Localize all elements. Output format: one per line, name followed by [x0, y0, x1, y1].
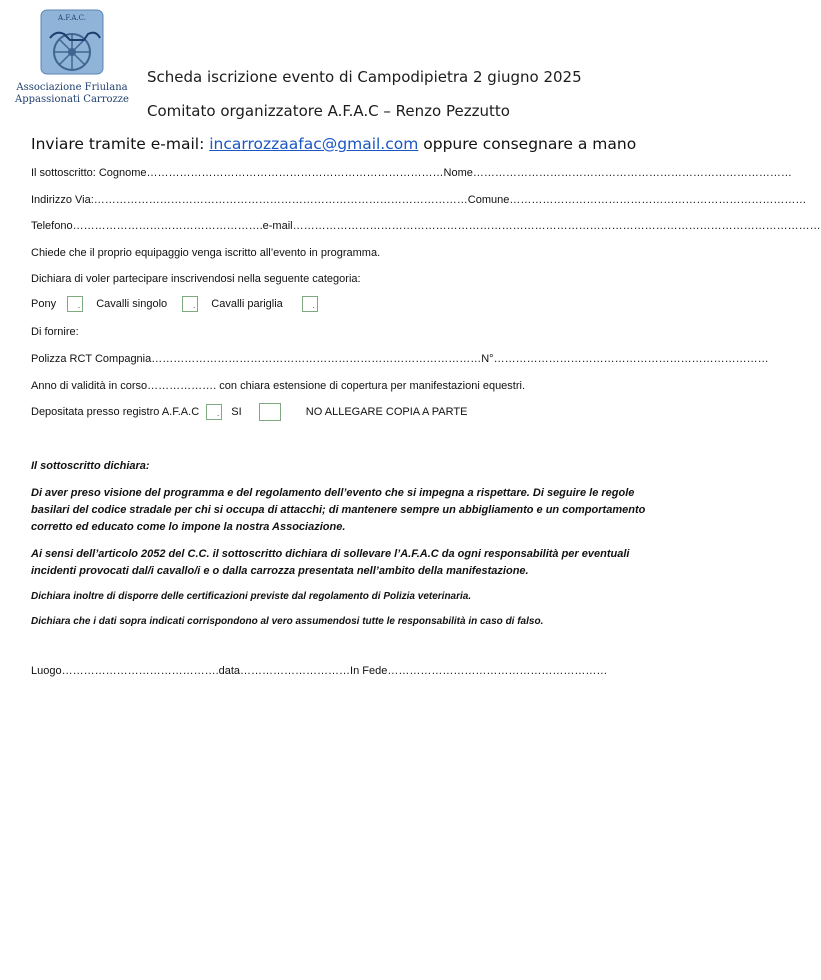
category-pony-label: Pony [31, 297, 57, 310]
validity-field[interactable]: Anno di validità in corso………………. con chiara estensione di copertura per manifestazioni equestri. [31, 380, 526, 392]
request-text: Chiede che il proprio equipaggio venga iscritto all’evento in programma. [31, 247, 381, 259]
no-label: NO ALLEGARE COPIA A PARTE [305, 405, 468, 418]
logo-line1: Associazione Friulana [16, 82, 128, 93]
address-field[interactable]: Indirizzo Via:…………………………………………………………………………………………Comune……………………………………………………………………… [31, 194, 807, 206]
deposit-label: Depositata presso registro A.F.A.C [31, 405, 200, 418]
deposit-row [31, 403, 467, 421]
policy-field[interactable]: Polizza RCT Compagnia………………………………………………………………………………N°………………………………………………………………… [31, 353, 769, 365]
email-link[interactable]: incarrozzaafac@gmail.com [209, 135, 419, 153]
pony-checkbox[interactable]: . [67, 296, 83, 312]
signature-line[interactable]: Luogo…………………………………….data…………………………In Fede…………………………………………………… [31, 665, 608, 677]
provide-label: Di fornire: [31, 326, 79, 338]
category-row [31, 296, 318, 312]
category-singolo-label: Cavalli singolo [96, 297, 168, 310]
si-checkbox[interactable] [259, 403, 281, 421]
si-label: SI [231, 405, 242, 418]
declaration-heading: Il sottoscritto dichiara: [31, 460, 150, 472]
deposit-checkbox[interactable]: . [206, 404, 222, 420]
phone-email-field[interactable]: Telefono…………………………………………….e-mail……………………………………………………………………………………………………………………………… [31, 220, 821, 232]
singolo-checkbox[interactable]: . [182, 296, 198, 312]
category-pariglia-label: Cavalli pariglia [211, 297, 283, 310]
category-intro: Dichiara di voler partecipare inscrivendosi nella seguente categoria: [31, 273, 361, 285]
send-instructions [31, 135, 636, 153]
organizer-line: Comitato organizzatore A.F.A.C – Renzo Pezzutto [147, 102, 510, 120]
page-title: Scheda iscrizione evento di Campodipietra 2 giugno 2025 [147, 68, 582, 86]
pariglia-checkbox[interactable]: . [302, 296, 318, 312]
surname-name-field[interactable]: Il sottoscritto: Cognome………………………………………………………………………Nome…………………………………………………………………………… [31, 167, 792, 179]
declaration-paragraph-1: Di aver preso visione del programma e del regolamento dell’evento che si impegna a rispettare. Di seguire le regole basilari del codice stradale per chi si occupa di attacchi; di mantenere sempre un abbigliamento e un comportamento corretto ed educato come lo impone la nostra Associazione. [31, 487, 646, 533]
declaration-paragraph-4: Dichiara che i dati sopra indicati corrispondono al vero assumendosi tutte le responsabilità in caso di falso. [31, 616, 544, 627]
afac-logo [10, 8, 134, 108]
send-suffix: oppure consegnare a mano [418, 135, 637, 153]
declaration-paragraph-3: Dichiara inoltre di disporre delle certificazioni previste dal regolamento di Polizia veterinaria. [31, 591, 472, 602]
send-prefix: Inviare tramite e-mail: [31, 135, 210, 153]
logo-top-text: A.F.A.C. [58, 14, 86, 22]
logo-line2: Appassionati Carrozze [15, 94, 129, 105]
declaration-paragraph-2: Ai sensi dell’articolo 2052 del C.C. il sottoscritto dichiara di sollevare l’A.F.A.C da ogni responsabilità per eventuali incidenti provocati dal/i cavallo/i e o dalla carrozza presentata nell’ambito della manifestazione. [31, 548, 630, 577]
